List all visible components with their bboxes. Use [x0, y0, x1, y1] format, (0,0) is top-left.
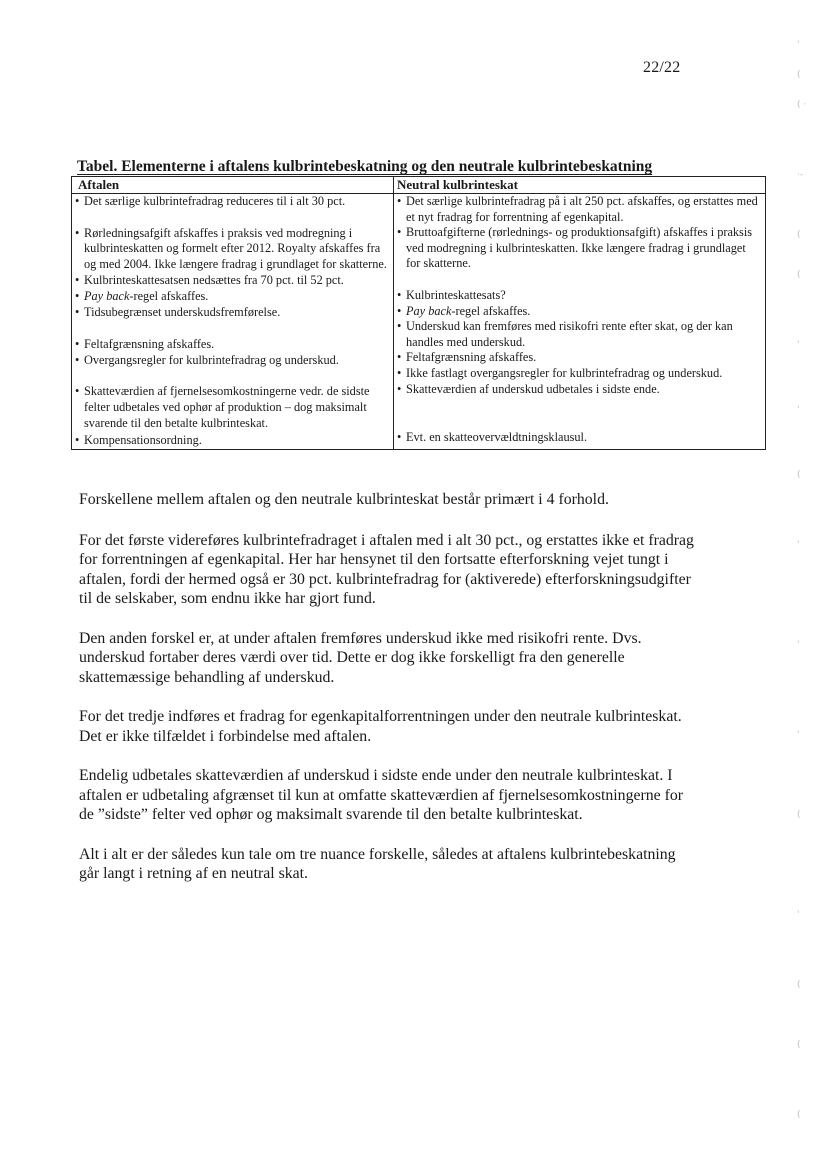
table-title — [77, 158, 652, 176]
list-item: • Evt. en skatteovervældtningsklausul. — [397, 430, 763, 446]
list-item: • Overgangsregler for kulbrintefradrag og underskud. — [75, 353, 391, 369]
page-number: 22/22 — [643, 59, 681, 76]
list-item: • Ikke fastlagt overgangsregler for kulbrintefradrag og underskud. — [397, 366, 763, 382]
pay-back-term: Pay back — [84, 288, 130, 303]
paragraph: For det første videreføres kulbrintefradraget i aftalen med i alt 30 pct., og erstattes ikke et fradrag for forrentningen af egenkapital. Her har hensynet til den fortsatte efterforskning vejet tungt i aftalen, fordi der hermed også er 30 pct. kulbrintefradrag for (aktiverede) efterforskningsudgifter til de selskaber, som endnu ikke har gjort fund. — [79, 531, 694, 607]
pay-back-rest: -regel afskaffes. — [451, 303, 531, 318]
list-item: • Kulbrinteskattesats? — [397, 288, 763, 304]
list-item: • Bruttoafgifterne (rørlednings- og produktionsafgift) afskaffes i praksis ved modregning i kulbrinteskatten. Ikke længere fradrag i grundlaget for skatterne. — [397, 225, 763, 272]
paragraph: For det tredje indføres et fradrag for egenkapitalforrentningen under den neutrale kulbrinteskat. Det er ikke tilfældet i forbindelse med aftalen. — [79, 708, 682, 745]
paragraph: Endelig udbetales skatteværdien af underskud i sidste ende under den neutrale kulbrinteskat. I aftalen er udbetaling afgrænset til kun at omfatte skatteværdien af fjernelsesomkostningerne for de ”sidste” felter ved ophør og maksimalt svarende til den betalte kulbrinteskat. — [79, 767, 684, 823]
paragraph: Den anden forskel er, at under aftalen fremføres underskud ikke med risikofri rente. Dvs. underskud fortaber deres værdi over tid. Dette er dog ikke forskelligt fra den generelle skattemæssige behandling af underskud. — [79, 629, 642, 686]
list-item: • Kulbrinteskattesatsen nedsættes fra 70 pct. til 52 pct. — [75, 273, 391, 289]
list-item: • Feltafgrænsning afskaffes. — [397, 350, 763, 366]
comparison-table — [71, 176, 765, 450]
list-item: • Skatteværdien af fjernelsesomkostningerne vedr. de sidste felter udbetales ved ophør af produktion – dog maksimalt svarende til den betalte kulbrinteskat. — [75, 384, 391, 431]
list-item: • Tidsubegrænset underskudsfremførelse. — [75, 305, 391, 321]
list-item: • Kompensationsordning. — [75, 433, 391, 449]
pay-back-term: Pay back — [406, 303, 452, 318]
table-title-text: Tabel. Elementerne i aftalens kulbrintebeskatning og den neutrale kulbrintebeskatning — [77, 158, 653, 175]
paragraph: Forskellene mellem aftalen og den neutrale kulbrinteskat består primært i 4 forhold. — [79, 491, 609, 508]
list-item — [397, 304, 763, 320]
list-item: • Rørledningsafgift afskaffes i praksis ved modregning i kulbrinteskatten og formelt efter 2012. Royalty afskaffes fra og med 2004. Ikke længere fradrag i grundlaget for skatterne. — [75, 226, 391, 273]
neutral-column — [394, 194, 766, 450]
pay-back-rest: -regel afskaffes. — [129, 288, 209, 303]
list-item: • Underskud kan fremføres med risikofri rente efter skat, og der kan handles med underskud. — [397, 319, 763, 350]
paragraph: Alt i alt er der således kun tale om tre nuance forskelle, således at aftalens kulbrintebeskatning går langt i retning af en neutral skat. — [79, 845, 676, 882]
list-item: • Det særlige kulbrintefradrag reduceres til i alt 30 pct. — [75, 194, 391, 210]
scan-margin-marks: ' ( ( · ·- ( ( ' ' ( ' ' ' ( ' ( ( ( — [797, 40, 807, 1120]
body-text — [79, 490, 699, 904]
header-aftalen: Aftalen — [72, 177, 394, 194]
aftalen-column — [72, 194, 394, 450]
list-item — [75, 289, 391, 305]
list-item: • Feltafgrænsning afskaffes. — [75, 337, 391, 353]
list-item: • Det særlige kulbrintefradrag på i alt 250 pct. afskaffes, og erstattes med et nyt fradrag for forrentning af egenkapital. — [397, 194, 763, 225]
list-item: • Skatteværdien af underskud udbetales i sidste ende. — [397, 382, 763, 398]
header-neutral-kulbrinteskat: Neutral kulbrinteskat — [394, 177, 766, 194]
